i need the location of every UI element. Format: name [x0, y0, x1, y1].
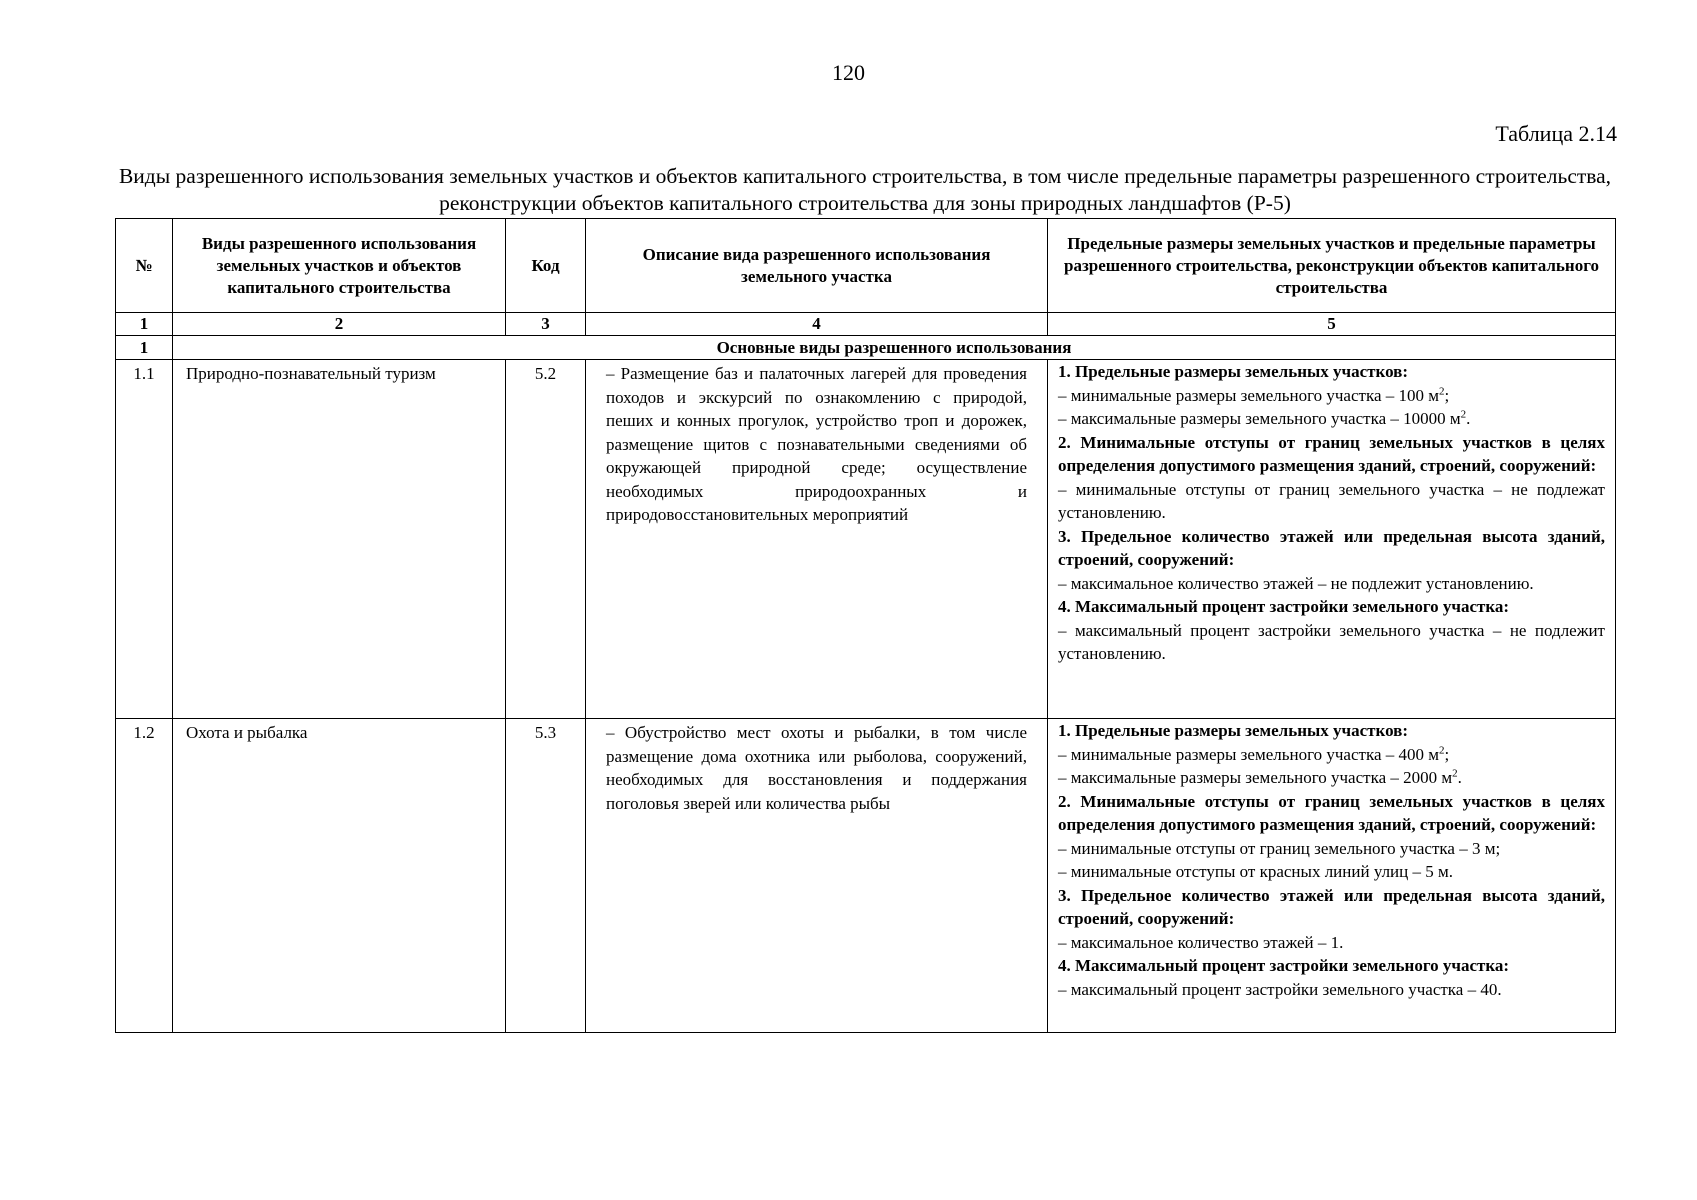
param-heading: 1. Предельные размеры земельных участков: [1058, 362, 1409, 381]
row-params [1048, 360, 1616, 719]
section-label: Основные виды разрешенного использования [173, 336, 1616, 360]
param-heading: 3. Предельное количество этажей или предельная высота зданий, строений, сооружений: [1058, 885, 1605, 928]
param-heading: 4. Максимальный процент застройки земельного участка: [1058, 956, 1510, 975]
row-params [1048, 719, 1616, 1033]
param-line: – максимальные размеры земельного участка – 10000 $м^2$. [1058, 408, 1471, 428]
header-params: Предельные размеры земельных участков и предельные параметры разрешенного строительства, реконструкции объектов капитального строительства [1048, 219, 1616, 313]
table-label: Таблица 2.14 [1495, 121, 1617, 146]
param-line: – минимальные отступы от границ земельного участка – не подлежат установлению. [1058, 479, 1605, 522]
param-line: – максимальное количество этажей – не подлежит установлению. [1058, 573, 1534, 593]
param-heading: 4. Максимальный процент застройки земельного участка: [1058, 597, 1510, 616]
column-number: 1 [116, 313, 173, 336]
param-line: – максимальные размеры земельного участка – 2000 $м^2$. [1058, 767, 1462, 787]
param-heading: 3. Предельное количество этажей или предельная высота зданий, строений, сооружений: [1058, 526, 1605, 569]
row-description: – Размещение баз и палаточных лагерей для проведения походов и экскурсий по ознакомлению с природой, пеших и конных прогулок, устройство троп и дорожек, размещение щитов с познавательными сведениями об окружающей природной среде; осуществление необходимых природоохранных и природовосстановительных мероприятий [586, 360, 1048, 719]
column-number: 2 [173, 313, 506, 336]
param-line: – максимальный процент застройки земельного участка – 40. [1058, 979, 1502, 999]
section-row [116, 336, 1616, 360]
table-row [116, 360, 1616, 719]
column-number: 4 [586, 313, 1048, 336]
zoning-table [115, 218, 1616, 1033]
param-line: – максимальный процент застройки земельного участка – не подлежит установлению. [1058, 620, 1605, 663]
row-name: Охота и рыбалка [173, 719, 506, 1033]
header-types: Виды разрешенного использования земельных участков и объектов капитального строительства [173, 219, 506, 313]
column-number: 5 [1048, 313, 1616, 336]
header-description: Описание вида разрешенного использования земельного участка [586, 219, 1048, 313]
param-line: – минимальные размеры земельного участка – 400 $м^2$; [1058, 743, 1450, 764]
table-row [116, 719, 1616, 1033]
param-line: – минимальные отступы от красных линий улиц – 5 м. [1058, 862, 1454, 881]
column-number: 3 [506, 313, 586, 336]
row-description: – Обустройство мест охоты и рыбалки, в том числе размещение дома охотника или рыболова, сооружений, необходимых для восстановления и поддержания поголовья зверей или количества рыбы [586, 719, 1048, 1033]
section-num: 1 [116, 336, 173, 360]
header-row [116, 219, 1616, 313]
param-line: – минимальные отступы от границ земельного участка – 3 м; [1058, 838, 1501, 858]
row-name: Природно-познавательный туризм [173, 360, 506, 719]
param-line: – минимальные размеры земельного участка – 100 $м^2$; [1058, 384, 1450, 405]
page-number: 120 [832, 60, 865, 85]
row-num: 1.1 [116, 360, 173, 719]
param-line: – максимальное количество этажей – 1. [1058, 932, 1344, 952]
row-code: 5.3 [506, 719, 586, 1033]
param-heading: 1. Предельные размеры земельных участков: [1058, 721, 1409, 740]
table-title: Виды разрешенного использования земельных участков и объектов капитального строительства, в том числе предельные параметры разрешенного строительства, реконструкции объектов капитального строительства для зоны природных ландшафтов (Р-5) [118, 164, 1612, 215]
param-heading: 2. Минимальные отступы от границ земельных участков в целях определения допустимого размещения зданий, строений, сооружений: [1058, 791, 1605, 834]
header-num: № [116, 219, 173, 313]
column-numbers-row [116, 313, 1616, 336]
header-code: Код [506, 219, 586, 313]
row-num: 1.2 [116, 719, 173, 1033]
row-code: 5.2 [506, 360, 586, 719]
param-heading: 2. Минимальные отступы от границ земельных участков в целях определения допустимого размещения зданий, строений, сооружений: [1058, 432, 1605, 475]
